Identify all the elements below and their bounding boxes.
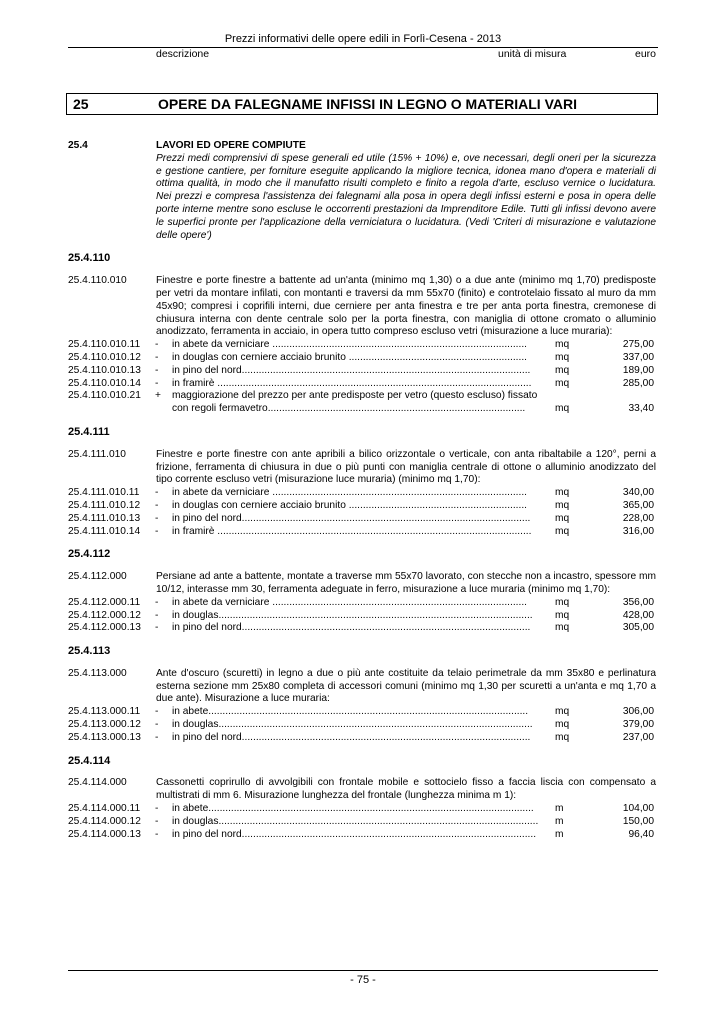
item-sign: - <box>155 512 159 524</box>
item-price: 285,00 <box>622 377 654 389</box>
item-code: 25.4.112.000.12 <box>68 609 141 621</box>
item-description-line: in framirè ............................................................................................................... <box>172 525 532 537</box>
subsection-heading: 25.4.111 <box>68 425 110 438</box>
item-code: 25.4.112.000.13 <box>68 622 141 634</box>
article-description-row <box>68 449 656 487</box>
item-sign: - <box>155 609 159 621</box>
item-price: 340,00 <box>622 487 654 499</box>
item-code: 25.4.113.000.13 <box>68 731 141 743</box>
item-sign: - <box>155 499 159 511</box>
price-item-row <box>68 487 656 500</box>
price-item-row <box>68 732 656 745</box>
item-unit: m <box>555 803 564 815</box>
item-unit: mq <box>555 339 570 351</box>
chapter-title: OPERE DA FALEGNAME INFISSI IN LEGNO O MATERIALI VARI <box>158 96 577 112</box>
price-item-row <box>68 816 656 829</box>
item-unit: mq <box>555 525 570 537</box>
item-unit: mq <box>555 377 570 389</box>
page-number: - 75 - <box>350 974 376 986</box>
price-item-row <box>68 500 656 513</box>
item-price: 337,00 <box>622 351 654 363</box>
item-description-line: in pino del nord...................................................................................................... <box>172 364 531 376</box>
item-price: 104,00 <box>622 803 654 815</box>
item-price: 237,00 <box>622 731 654 743</box>
item-price: 356,00 <box>622 596 654 608</box>
item-price: 96,40 <box>628 828 654 840</box>
price-item-row <box>68 513 656 526</box>
section-code: 25.4 <box>68 140 88 151</box>
item-price: 275,00 <box>622 339 654 351</box>
item-code: 25.4.113.000.12 <box>68 719 141 731</box>
item-sign: - <box>155 377 159 389</box>
article-description-row <box>68 275 656 339</box>
item-description <box>172 803 567 816</box>
page-footer <box>68 970 658 986</box>
item-sign: - <box>155 487 159 499</box>
item-description-line: in douglas con cerniere acciaio brunito ............................................................... <box>172 499 528 511</box>
subsection-heading: 25.4.112 <box>68 548 111 561</box>
item-sign: - <box>155 815 159 827</box>
item-unit: mq <box>555 596 570 608</box>
article-description-row <box>68 777 656 803</box>
item-description <box>172 816 567 829</box>
item-unit: m <box>555 828 564 840</box>
item-sign: - <box>155 339 159 351</box>
item-unit: mq <box>555 499 570 511</box>
price-item-row <box>68 352 656 365</box>
item-description-line: in pino del nord........................................................................................................ <box>172 828 537 840</box>
header-title: Prezzi informativi delle opere edili in Forlì-Cesena - 2013 <box>224 33 502 45</box>
price-item-row <box>68 706 656 719</box>
item-code: 25.4.111.010.13 <box>68 512 141 524</box>
item-price: 189,00 <box>622 364 654 376</box>
item-description-line: maggiorazione del prezzo per ante predisposte per vetro (questo escluso) fissato <box>172 390 538 402</box>
item-description-line: in douglas con cerniere acciaio brunito ............................................................... <box>172 351 528 363</box>
item-unit: mq <box>555 487 570 499</box>
article-description-row <box>68 571 656 597</box>
item-price: 33,40 <box>628 403 654 415</box>
item-description-line: in abete da verniciare .......................................................................................... <box>172 596 527 608</box>
item-description-line: in pino del nord...................................................................................................... <box>172 512 531 524</box>
item-unit: mq <box>555 609 570 621</box>
item-code: 25.4.111.010.12 <box>68 499 141 511</box>
item-description-line: in abete................................................................................................................. <box>172 706 529 718</box>
item-price: 316,00 <box>622 525 654 537</box>
item-sign: - <box>155 351 159 363</box>
item-unit: mq <box>555 512 570 524</box>
item-price: 428,00 <box>622 609 654 621</box>
item-description <box>172 596 570 610</box>
article-description: Persiane ad ante a battente, montate a traverse mm 55x70 lavorato, con stecche non a incastro, spessore mm 10/12, interasse mm 30, ferramenta adeguate in ferro, misurazione a luce muraria (minimo mq 1,70): <box>156 571 656 595</box>
price-item-row <box>68 597 656 610</box>
item-code: 25.4.114.000.11 <box>68 803 141 815</box>
item-description-line: in douglas............................................................................................................... <box>172 719 533 731</box>
item-price: 150,00 <box>622 815 654 827</box>
price-item-row <box>68 610 656 623</box>
section-intro: Prezzi medi comprensivi di spese generali ed utile (15% + 10%) e, ove necessari, degli oneri per la sicurezza e gestione cantiere, per forniture eseguite applicando la migliore tecnica, idonea mano d'opera e materiali di ottima qualità, in modo che il manufatto risulti completo e finito a regola d'arte, escluso vernice o lucidatura. Nei prezzi e compresa l'assistenza dei falegnami alla posa in opera degli infissi esterni e posa in opera delle porte interne mentre sono escluse le occorrenti prestazioni da Imprenditore Edile. Tutti gli infissi devono avere le superfici pronte per l'applicazione della verniciatura o lucidatura. (Vedi 'Criteri di misurazione e valutazione delle opere') <box>156 152 656 241</box>
price-item-row <box>68 803 656 816</box>
item-price: 306,00 <box>622 706 654 718</box>
item-code: 25.4.110.010.11 <box>68 339 141 351</box>
item-unit: mq <box>555 403 570 415</box>
item-code: 25.4.111.010.11 <box>68 487 140 499</box>
item-sign: - <box>155 731 159 743</box>
item-description-line: in douglas............................................................................................................... <box>172 609 533 621</box>
item-code: 25.4.110.010.14 <box>68 377 141 389</box>
item-code: 25.4.110.010.21 <box>68 390 141 402</box>
price-item-row <box>68 829 656 842</box>
price-item-row <box>68 378 656 391</box>
item-description-line: in abete da verniciare .......................................................................................... <box>172 339 527 351</box>
item-description-line: con regoli fermavetro........................................................................................... <box>172 403 526 415</box>
subsection-heading: 25.4.110 <box>68 252 111 265</box>
subsection-heading: 25.4.113 <box>68 645 111 658</box>
item-description <box>172 339 570 352</box>
item-sign: + <box>155 390 161 402</box>
item-unit: mq <box>555 622 570 634</box>
item-description <box>172 609 570 623</box>
item-description-line: in framirè ............................................................................................................... <box>172 377 532 389</box>
item-unit: mq <box>555 364 570 376</box>
item-description-line: in abete da verniciare .......................................................................................... <box>172 487 527 499</box>
item-sign: - <box>155 596 159 608</box>
item-price: 228,00 <box>622 512 654 524</box>
item-unit: mq <box>555 731 570 743</box>
price-item-row <box>68 390 656 416</box>
item-sign: - <box>155 364 159 376</box>
article-description: Ante d'oscuro (scuretti) in legno a due o più ante costituite da telaio perimetrale da mm 35x80 e perlinatura esterna sezione mm 25x80 completa di accessori comuni (minimo mq 1,30 per scuretti a un'anta e mq 1,70 a due ante). Misurazione a luce muraria: <box>156 667 656 705</box>
item-description <box>172 525 570 539</box>
price-item-row <box>68 719 656 732</box>
section-heading <box>68 140 656 153</box>
price-list <box>68 140 656 841</box>
header-columns <box>68 48 658 61</box>
subsection-heading: 25.4.114 <box>68 754 111 767</box>
item-sign: - <box>155 803 159 815</box>
item-description-line: in abete................................................................................................................... <box>172 803 534 815</box>
chapter-code: 25 <box>73 96 89 112</box>
item-sign: - <box>155 828 159 840</box>
item-sign: - <box>155 706 159 718</box>
price-item-row <box>68 365 656 378</box>
item-description <box>172 829 567 842</box>
item-description-line: in pino del nord...................................................................................................... <box>172 731 531 743</box>
item-description <box>172 487 570 500</box>
price-item-row <box>68 339 656 352</box>
item-description <box>172 390 570 416</box>
price-item-row <box>68 622 656 635</box>
item-description-line: in douglas................................................................................................................. <box>172 815 539 827</box>
item-price: 379,00 <box>622 719 654 731</box>
item-unit: m <box>555 815 564 827</box>
section-title: LAVORI ED OPERE COMPIUTE <box>156 140 306 151</box>
item-sign: - <box>155 719 159 731</box>
section-intro-row <box>68 153 656 243</box>
article-code: 25.4.113.000 <box>68 667 127 679</box>
item-code: 25.4.114.000.12 <box>68 815 141 827</box>
column-description-label: descrizione <box>156 48 210 60</box>
item-code: 25.4.110.010.13 <box>68 364 141 376</box>
article-code: 25.4.111.010 <box>68 448 126 460</box>
item-description <box>172 622 570 635</box>
item-description <box>172 731 570 745</box>
item-description <box>172 719 570 732</box>
item-unit: mq <box>555 351 570 363</box>
item-description <box>172 499 570 513</box>
article-code: 25.4.110.010 <box>68 275 127 287</box>
item-description <box>172 512 570 526</box>
article-description: Finestre e porte finestre con ante apribili a bilico orizzontale o verticale, con anta ribaltabile a 120°, perni a frizione, ferramenta di chiusura in due o più punti con maniglia centrale di ottone o alluminio anodizzato del tipo corrente escluso vetri (misurazione luce muraria) (minimo mq 1,70): <box>156 448 656 486</box>
item-code: 25.4.110.010.12 <box>68 351 141 363</box>
item-unit: mq <box>555 719 570 731</box>
article-code: 25.4.112.000 <box>68 571 127 583</box>
item-description <box>172 351 570 365</box>
page-header <box>68 32 658 61</box>
article-code: 25.4.114.000 <box>68 777 127 789</box>
article-description: Finestre e porte finestre a battente ad un'anta (minimo mq 1,30) o a due ante (minimo mq 1,70) predisposte per vetri da montare infilati, con montanti e traversi da mm 55x70 (finito) e controtelaio fissato al muro da mm 45x90; compresi i coprifili interni, due cerniere per anta finestra e tre per anta porta finestra, cremonese di chiusura interna con dente centrale solo per la porta finestra, con maniglia di ottone cromato o alluminio anodizzato, ferramenta in acciaio, in opera tutto compreso escluso vetri (misurazione a luce muraria): <box>156 275 656 338</box>
item-price: 305,00 <box>622 622 654 634</box>
item-description <box>172 364 570 378</box>
article-description-row <box>68 668 656 706</box>
price-item-row <box>68 526 656 539</box>
item-code: 25.4.112.000.11 <box>68 596 141 608</box>
item-sign: - <box>155 622 159 634</box>
column-euro-label: euro <box>634 48 656 60</box>
groups-container <box>68 252 656 841</box>
item-sign: - <box>155 525 159 537</box>
item-unit: mq <box>555 706 570 718</box>
column-unit-label: unità di misura <box>498 48 567 60</box>
item-code: 25.4.114.000.13 <box>68 828 141 840</box>
item-code: 25.4.113.000.11 <box>68 706 141 718</box>
item-description-line: in pino del nord...................................................................................................... <box>172 622 531 634</box>
item-price: 365,00 <box>622 499 654 511</box>
item-description <box>172 706 570 719</box>
article-description: Cassonetti coprirullo di avvolgibili con frontale mobile e sottocielo fisso a faccia liscia con compensato a multistrati di mm 6. Misurazione lunghezza del frontale (lunghezza minima m 1): <box>156 777 656 802</box>
chapter-heading <box>66 93 658 115</box>
item-description <box>172 377 570 391</box>
item-code: 25.4.111.010.14 <box>68 525 141 537</box>
